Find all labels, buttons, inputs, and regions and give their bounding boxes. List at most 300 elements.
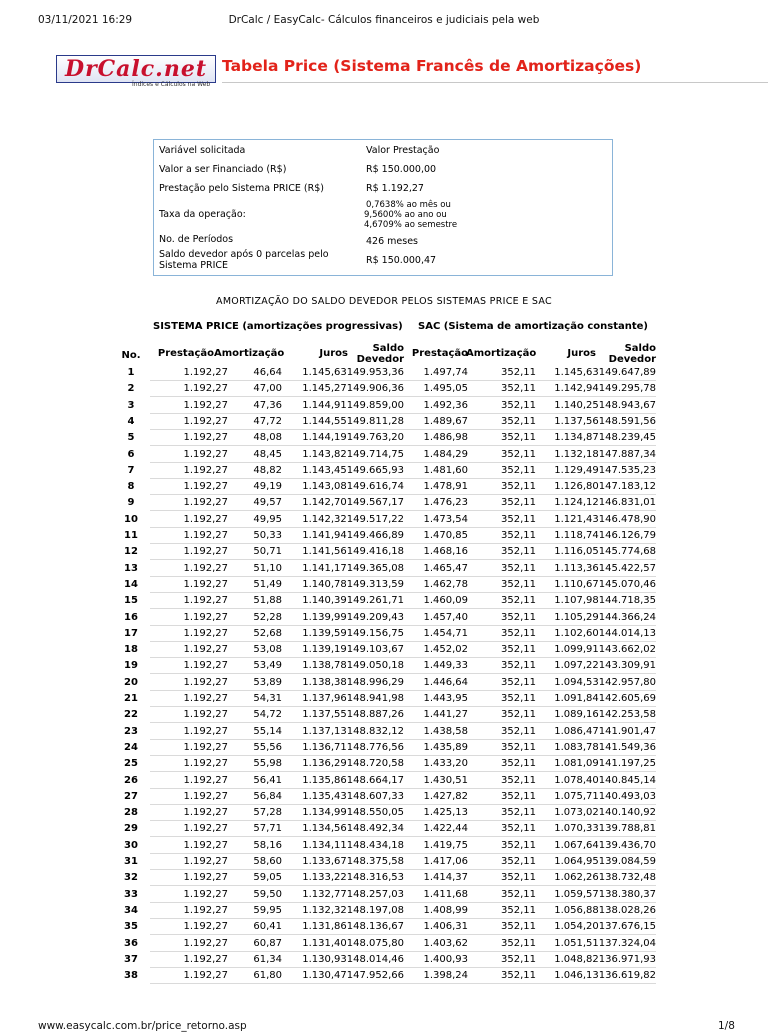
price-prestacao: 1.192,27: [183, 546, 228, 558]
sac-juros-saldo: 1.073,02140.140,92: [554, 807, 656, 819]
sac-amortizacao: 352,11: [501, 546, 536, 558]
sac-juros-saldo: 1.140,25148.943,67: [554, 399, 656, 411]
price-prestacao: 1.192,27: [183, 872, 228, 884]
price-amortizacao: 61,80: [253, 970, 282, 982]
sac-juros-saldo: 1.091,84142.605,69: [554, 693, 656, 704]
sac-amortizacao: 352,11: [501, 464, 536, 476]
row-divider: [150, 608, 656, 609]
price-juros-saldo: 1.132,32148.197,08: [302, 904, 404, 916]
price-amortizacao: 51,88: [253, 595, 282, 607]
sac-amortizacao: 352,11: [501, 823, 536, 835]
info-value: R$ 150.000,47: [366, 255, 437, 266]
price-prestacao: 1.192,27: [183, 937, 228, 949]
sac-amortizacao: 352,11: [501, 644, 536, 656]
price-prestacao: 1.192,27: [183, 562, 228, 574]
sac-juros-saldo: 1.059,57138.380,37: [554, 888, 656, 900]
info-label: Variável solicitada: [159, 145, 246, 156]
sac-juros-saldo: 1.056,88138.028,26: [554, 904, 656, 916]
price-juros-saldo: 1.133,22148.316,53: [302, 872, 404, 884]
price-juros-saldo: 1.142,32149.517,22: [302, 513, 404, 525]
sac-juros-saldo: 1.126,80147.183,12: [554, 481, 656, 493]
col-header-amortizacao-sac: Amortização: [466, 348, 537, 359]
row-number: 2: [127, 383, 135, 395]
price-prestacao: 1.192,27: [183, 644, 228, 656]
price-prestacao: 1.192,27: [183, 758, 228, 770]
sac-juros-saldo: 1.121,43146.478,90: [554, 513, 656, 525]
sac-juros-saldo: 1.102,60144.014,13: [554, 627, 656, 639]
sac-amortizacao: 352,11: [501, 725, 536, 737]
row-number: 16: [124, 611, 138, 623]
sac-juros-saldo: 1.051,51137.324,04: [554, 937, 656, 949]
price-juros-saldo: 1.141,94149.466,89: [302, 530, 404, 541]
info-value: R$ 150.000,00: [366, 164, 437, 175]
price-prestacao: 1.192,27: [183, 709, 228, 721]
row-divider: [150, 788, 656, 789]
price-prestacao: 1.192,27: [183, 481, 228, 493]
price-juros-saldo: 1.136,71148.776,56: [302, 741, 404, 753]
sac-prestacao: 1.419,75: [423, 839, 468, 851]
sac-prestacao: 1.417,06: [423, 856, 468, 867]
price-prestacao: 1.192,27: [183, 693, 228, 704]
sac-prestacao: 1.478,91: [423, 481, 468, 493]
info-label: Saldo devedor após 0 parcelas pelo Sistema PRICE: [159, 249, 329, 271]
row-number: 21: [124, 693, 138, 704]
price-juros-saldo: 1.139,59149.156,75: [302, 627, 404, 639]
sac-amortizacao: 352,11: [501, 856, 536, 867]
row-divider: [150, 983, 656, 984]
price-juros-saldo: 1.140,39149.261,71: [302, 595, 404, 607]
price-juros-saldo: 1.143,82149.714,75: [302, 448, 404, 460]
row-divider: [150, 673, 656, 674]
price-amortizacao: 53,49: [253, 660, 282, 672]
sac-juros-saldo: 1.046,13136.619,82: [554, 970, 656, 982]
price-juros-saldo: 1.131,40148.075,80: [302, 937, 404, 949]
price-juros-saldo: 1.139,19149.103,67: [302, 644, 404, 656]
price-amortizacao: 54,31: [253, 693, 282, 704]
row-divider: [150, 478, 656, 479]
sac-amortizacao: 352,11: [501, 758, 536, 770]
sac-amortizacao: 352,11: [501, 595, 536, 607]
sac-juros-saldo: 1.078,40140.845,14: [554, 774, 656, 786]
print-page-number: 1/8: [718, 1020, 735, 1032]
sac-juros-saldo: 1.142,94149.295,78: [554, 383, 656, 395]
price-amortizacao: 49,57: [253, 497, 282, 509]
sac-prestacao: 1.422,44: [423, 823, 468, 835]
info-value: 426 meses: [366, 236, 418, 247]
price-juros-saldo: 1.133,67148.375,58: [302, 856, 404, 867]
price-amortizacao: 47,36: [253, 399, 282, 411]
drcalc-logo[interactable]: [56, 55, 216, 89]
price-amortizacao: 50,71: [253, 546, 282, 558]
price-amortizacao: 55,14: [253, 725, 282, 737]
price-amortizacao: 53,08: [253, 644, 282, 656]
price-prestacao: 1.192,27: [183, 676, 228, 688]
parameters-box: [153, 139, 613, 276]
sac-amortizacao: 352,11: [501, 432, 536, 444]
sac-juros-saldo: 1.105,29144.366,24: [554, 611, 656, 623]
col-header-juros-sac: Juros: [567, 348, 596, 359]
print-date: 03/11/2021 16:29: [38, 14, 133, 26]
sac-prestacao: 1.400,93: [423, 953, 468, 965]
sac-amortizacao: 352,11: [501, 562, 536, 574]
sac-juros-saldo: 1.132,18147.887,34: [554, 448, 656, 460]
row-divider: [150, 641, 656, 642]
sac-prestacao: 1.465,47: [423, 562, 468, 574]
row-number: 5: [127, 432, 135, 444]
col-header-amortizacao-price: Amortização: [214, 348, 285, 359]
sac-amortizacao: 352,11: [501, 937, 536, 949]
price-juros-saldo: 1.136,29148.720,58: [302, 758, 404, 770]
price-juros-saldo: 1.130,47147.952,66: [302, 970, 404, 982]
sac-amortizacao: 352,11: [501, 399, 536, 411]
price-amortizacao: 47,00: [253, 383, 282, 395]
price-juros-saldo: 1.132,77148.257,03: [302, 888, 404, 900]
price-prestacao: 1.192,27: [183, 839, 228, 851]
sac-prestacao: 1.470,85: [423, 530, 468, 541]
sac-amortizacao: 352,11: [501, 497, 536, 509]
sac-prestacao: 1.438,58: [423, 725, 468, 737]
sac-prestacao: 1.443,95: [423, 693, 468, 704]
col-header-saldo-price: [350, 343, 404, 365]
sac-prestacao: 1.489,67: [423, 415, 468, 427]
row-divider: [150, 543, 656, 544]
row-number: 37: [124, 953, 138, 965]
price-juros-saldo: 1.137,96148.941,98: [302, 693, 404, 704]
sac-prestacao: 1.435,89: [423, 741, 468, 753]
row-divider: [150, 592, 656, 593]
sac-prestacao: 1.403,62: [423, 937, 468, 949]
price-juros-saldo: 1.145,63149.953,36: [302, 367, 404, 378]
logo-wordmark: DrCalc.net: [56, 55, 216, 83]
sac-amortizacao: 352,11: [501, 530, 536, 541]
row-divider: [150, 755, 656, 756]
price-amortizacao: 51,10: [253, 562, 282, 574]
row-number: 36: [124, 937, 138, 949]
price-prestacao: 1.192,27: [183, 823, 228, 835]
price-juros-saldo: 1.144,19149.763,20: [302, 432, 404, 444]
row-divider: [150, 510, 656, 511]
sac-juros-saldo: 1.110,67145.070,46: [554, 578, 656, 590]
sac-juros-saldo: 1.062,26138.732,48: [554, 872, 656, 884]
price-prestacao: 1.192,27: [183, 432, 228, 444]
row-number: 3: [127, 399, 135, 411]
sac-prestacao: 1.476,23: [423, 497, 468, 509]
price-prestacao: 1.192,27: [183, 415, 228, 427]
row-divider: [150, 527, 656, 528]
sac-amortizacao: 352,11: [501, 970, 536, 982]
sac-juros-saldo: 1.097,22143.309,91: [554, 660, 656, 672]
price-amortizacao: 48,08: [253, 432, 282, 444]
row-divider: [150, 413, 656, 414]
price-amortizacao: 56,41: [253, 774, 282, 786]
sac-prestacao: 1.452,02: [423, 644, 468, 656]
sac-prestacao: 1.468,16: [423, 546, 468, 558]
sac-amortizacao: 352,11: [501, 839, 536, 851]
price-prestacao: 1.192,27: [183, 399, 228, 411]
price-amortizacao: 54,72: [253, 709, 282, 721]
col-header-prestacao-price: Prestação: [157, 348, 214, 359]
sac-prestacao: 1.446,64: [423, 676, 468, 688]
price-amortizacao: 58,60: [253, 856, 282, 867]
sac-juros-saldo: 1.134,87148.239,45: [554, 432, 656, 444]
price-prestacao: 1.192,27: [183, 497, 228, 509]
sac-juros-saldo: 1.113,36145.422,57: [554, 562, 656, 574]
row-number: 34: [124, 904, 138, 916]
sac-prestacao: 1.408,99: [423, 904, 468, 916]
print-url: www.easycalc.com.br/price_retorno.asp: [38, 1020, 247, 1032]
sac-amortizacao: 352,11: [501, 611, 536, 623]
price-prestacao: 1.192,27: [183, 448, 228, 460]
col-header-saldo-line2: Devedor: [356, 354, 404, 365]
price-prestacao: 1.192,27: [183, 513, 228, 525]
page-title: Tabela Price (Sistema Francês de Amortizações): [222, 57, 642, 75]
row-number: 8: [127, 481, 135, 493]
row-divider: [150, 869, 656, 870]
sac-prestacao: 1.481,60: [423, 464, 468, 476]
row-divider: [150, 396, 656, 397]
price-juros-saldo: 1.145,27149.906,36: [302, 383, 404, 395]
sac-prestacao: 1.497,74: [423, 367, 468, 378]
col-header-saldo-sac: [600, 343, 656, 365]
info-value: 9,5600% ao ano ou: [364, 210, 447, 220]
sac-amortizacao: 352,11: [501, 676, 536, 688]
price-juros-saldo: 1.134,11148.434,18: [302, 839, 404, 851]
price-juros-saldo: 1.141,56149.416,18: [302, 546, 404, 558]
price-amortizacao: 48,82: [253, 464, 282, 476]
row-divider: [150, 967, 656, 968]
price-amortizacao: 59,05: [253, 872, 282, 884]
info-label: Valor a ser Financiado (R$): [159, 164, 287, 175]
price-juros-saldo: 1.143,08149.616,74: [302, 481, 404, 493]
logo-tagline: Índices e Cálculos na Web: [132, 81, 211, 88]
sac-juros-saldo: 1.081,09141.197,25: [554, 758, 656, 770]
sac-amortizacao: 352,11: [501, 367, 536, 378]
row-number: 31: [124, 856, 138, 867]
row-divider: [150, 853, 656, 854]
sac-amortizacao: 352,11: [501, 709, 536, 721]
sac-amortizacao: 352,11: [501, 953, 536, 965]
sac-prestacao: 1.495,05: [423, 383, 468, 395]
sac-amortizacao: 352,11: [501, 415, 536, 427]
row-divider: [150, 429, 656, 430]
sac-juros-saldo: 1.094,53142.957,80: [554, 676, 656, 688]
sac-juros-saldo: 1.118,74146.126,79: [554, 530, 656, 541]
col-header-juros-price: Juros: [319, 348, 348, 359]
row-divider: [150, 836, 656, 837]
info-label: No. de Períodos: [159, 234, 234, 245]
price-juros-saldo: 1.144,91149.859,00: [302, 399, 404, 411]
sac-prestacao: 1.484,29: [423, 448, 468, 460]
price-juros-saldo: 1.134,99148.550,05: [302, 807, 404, 819]
sac-amortizacao: 352,11: [501, 578, 536, 590]
sac-juros-saldo: 1.145,63149.647,89: [554, 367, 656, 378]
row-divider: [150, 951, 656, 952]
price-prestacao: 1.192,27: [183, 530, 228, 541]
row-number: 25: [124, 758, 138, 770]
price-amortizacao: 49,19: [253, 481, 282, 493]
col-header-no: No.: [121, 350, 141, 361]
price-prestacao: 1.192,27: [183, 888, 228, 900]
row-divider: [150, 576, 656, 577]
price-juros-saldo: 1.141,17149.365,08: [302, 562, 404, 574]
price-prestacao: 1.192,27: [183, 464, 228, 476]
price-juros-saldo: 1.130,93148.014,46: [302, 953, 404, 965]
sac-amortizacao: 352,11: [501, 627, 536, 639]
sac-prestacao: 1.457,40: [423, 611, 468, 623]
row-divider: [150, 462, 656, 463]
price-prestacao: 1.192,27: [183, 970, 228, 982]
price-amortizacao: 50,33: [253, 530, 282, 541]
row-number: 27: [124, 790, 138, 802]
price-juros-saldo: 1.138,78149.050,18: [302, 660, 404, 672]
row-number: 10: [124, 513, 138, 525]
row-number: 30: [124, 839, 138, 851]
price-amortizacao: 56,84: [253, 790, 282, 802]
row-number: 24: [124, 741, 138, 753]
price-amortizacao: 60,87: [253, 937, 282, 949]
info-value: 0,7638% ao mês ou: [366, 200, 451, 210]
row-number: 12: [124, 546, 138, 558]
sac-prestacao: 1.406,31: [423, 921, 468, 933]
row-number: 33: [124, 888, 138, 900]
sac-amortizacao: 352,11: [501, 872, 536, 884]
row-number: 1: [127, 367, 135, 378]
row-divider: [150, 722, 656, 723]
sac-prestacao: 1.427,82: [423, 790, 468, 802]
sac-juros-saldo: 1.083,78141.549,36: [554, 741, 656, 753]
row-divider: [150, 771, 656, 772]
row-divider: [150, 380, 656, 381]
col-header-prestacao-sac: Prestação: [411, 348, 468, 359]
sac-prestacao: 1.462,78: [423, 578, 468, 590]
sac-amortizacao: 352,11: [501, 904, 536, 916]
sac-prestacao: 1.441,27: [423, 709, 468, 721]
sac-amortizacao: 352,11: [501, 481, 536, 493]
sac-juros-saldo: 1.129,49147.535,23: [554, 464, 656, 476]
info-value: R$ 1.192,27: [366, 183, 424, 194]
row-number: 7: [127, 464, 135, 476]
price-prestacao: 1.192,27: [183, 383, 228, 395]
sac-amortizacao: 352,11: [501, 774, 536, 786]
sac-prestacao: 1.430,51: [423, 774, 468, 786]
row-number: 19: [124, 660, 138, 672]
col-header-saldo-line1: Saldo: [372, 343, 404, 354]
price-amortizacao: 55,56: [253, 741, 282, 753]
price-prestacao: 1.192,27: [183, 725, 228, 737]
row-divider: [150, 690, 656, 691]
sac-prestacao: 1.449,33: [423, 660, 468, 672]
price-prestacao: 1.192,27: [183, 627, 228, 639]
col-header-saldo-line1: Saldo: [624, 343, 656, 354]
info-value: Valor Prestação: [366, 145, 440, 156]
sac-juros-saldo: 1.124,12146.831,01: [554, 497, 656, 509]
price-prestacao: 1.192,27: [183, 611, 228, 623]
price-amortizacao: 59,95: [253, 904, 282, 916]
section-sac-heading: SAC (Sistema de amortização constante): [418, 321, 648, 332]
row-number: 4: [127, 415, 135, 427]
price-prestacao: 1.192,27: [183, 774, 228, 786]
sac-juros-saldo: 1.064,95139.084,59: [554, 856, 656, 867]
sac-amortizacao: 352,11: [501, 807, 536, 819]
price-juros-saldo: 1.135,43148.607,33: [302, 790, 404, 802]
row-divider: [150, 445, 656, 446]
price-prestacao: 1.192,27: [183, 921, 228, 933]
price-amortizacao: 61,34: [253, 953, 282, 965]
price-amortizacao: 57,71: [253, 823, 282, 835]
sac-amortizacao: 352,11: [501, 383, 536, 395]
price-prestacao: 1.192,27: [183, 953, 228, 965]
row-number: 11: [124, 530, 138, 541]
row-number: 32: [124, 872, 138, 884]
row-divider: [150, 657, 656, 658]
sac-amortizacao: 352,11: [501, 921, 536, 933]
price-prestacao: 1.192,27: [183, 807, 228, 819]
row-divider: [150, 820, 656, 821]
sac-prestacao: 1.460,09: [423, 595, 468, 607]
sac-juros-saldo: 1.089,16142.253,58: [554, 709, 656, 721]
row-divider: [150, 804, 656, 805]
price-juros-saldo: 1.139,99149.209,43: [302, 611, 404, 623]
sac-juros-saldo: 1.116,05145.774,68: [554, 546, 656, 558]
row-divider: [150, 625, 656, 626]
info-label: Taxa da operação:: [159, 209, 246, 220]
row-number: 22: [124, 709, 138, 721]
price-amortizacao: 53,89: [253, 676, 282, 688]
row-number: 38: [124, 970, 138, 982]
col-header-saldo-line2: Devedor: [608, 354, 656, 365]
price-amortizacao: 51,49: [253, 578, 282, 590]
sac-amortizacao: 352,11: [501, 741, 536, 753]
price-amortizacao: 59,50: [253, 888, 282, 900]
row-number: 17: [124, 627, 138, 639]
sac-juros-saldo: 1.067,64139.436,70: [554, 839, 656, 851]
price-amortizacao: 58,16: [253, 839, 282, 851]
row-number: 26: [124, 774, 138, 786]
sac-amortizacao: 352,11: [501, 513, 536, 525]
sac-amortizacao: 352,11: [501, 660, 536, 672]
amortization-title: AMORTIZAÇÃO DO SALDO DEVEDOR PELOS SISTEMAS PRICE E SAC: [216, 296, 552, 307]
row-number: 13: [124, 562, 138, 574]
sac-prestacao: 1.398,24: [423, 970, 468, 982]
sac-juros-saldo: 1.048,82136.971,93: [554, 953, 656, 965]
sac-prestacao: 1.473,54: [423, 513, 468, 525]
price-amortizacao: 52,68: [253, 627, 282, 639]
sac-amortizacao: 352,11: [501, 693, 536, 704]
row-divider: [150, 885, 656, 886]
price-juros-saldo: 1.140,78149.313,59: [302, 578, 404, 590]
row-number: 29: [124, 823, 138, 835]
section-price-heading: SISTEMA PRICE (amortizações progressivas): [153, 321, 403, 332]
price-prestacao: 1.192,27: [183, 578, 228, 590]
price-prestacao: 1.192,27: [183, 790, 228, 802]
row-divider: [150, 494, 656, 495]
sac-juros-saldo: 1.070,33139.788,81: [554, 823, 656, 835]
price-juros-saldo: 1.142,70149.567,17: [302, 497, 404, 509]
sac-prestacao: 1.425,13: [423, 807, 468, 819]
sac-amortizacao: 352,11: [501, 790, 536, 802]
row-divider: [150, 706, 656, 707]
sac-amortizacao: 352,11: [501, 888, 536, 900]
row-number: 15: [124, 595, 138, 607]
sac-prestacao: 1.454,71: [423, 627, 468, 639]
row-number: 14: [124, 578, 138, 590]
price-prestacao: 1.192,27: [183, 595, 228, 607]
sac-juros-saldo: 1.099,91143.662,02: [554, 644, 656, 656]
print-page-title: DrCalc / EasyCalc- Cálculos financeiros e judiciais pela web: [228, 14, 540, 26]
price-amortizacao: 55,98: [253, 758, 282, 770]
price-prestacao: 1.192,27: [183, 904, 228, 916]
sac-juros-saldo: 1.137,56148.591,56: [554, 415, 656, 427]
